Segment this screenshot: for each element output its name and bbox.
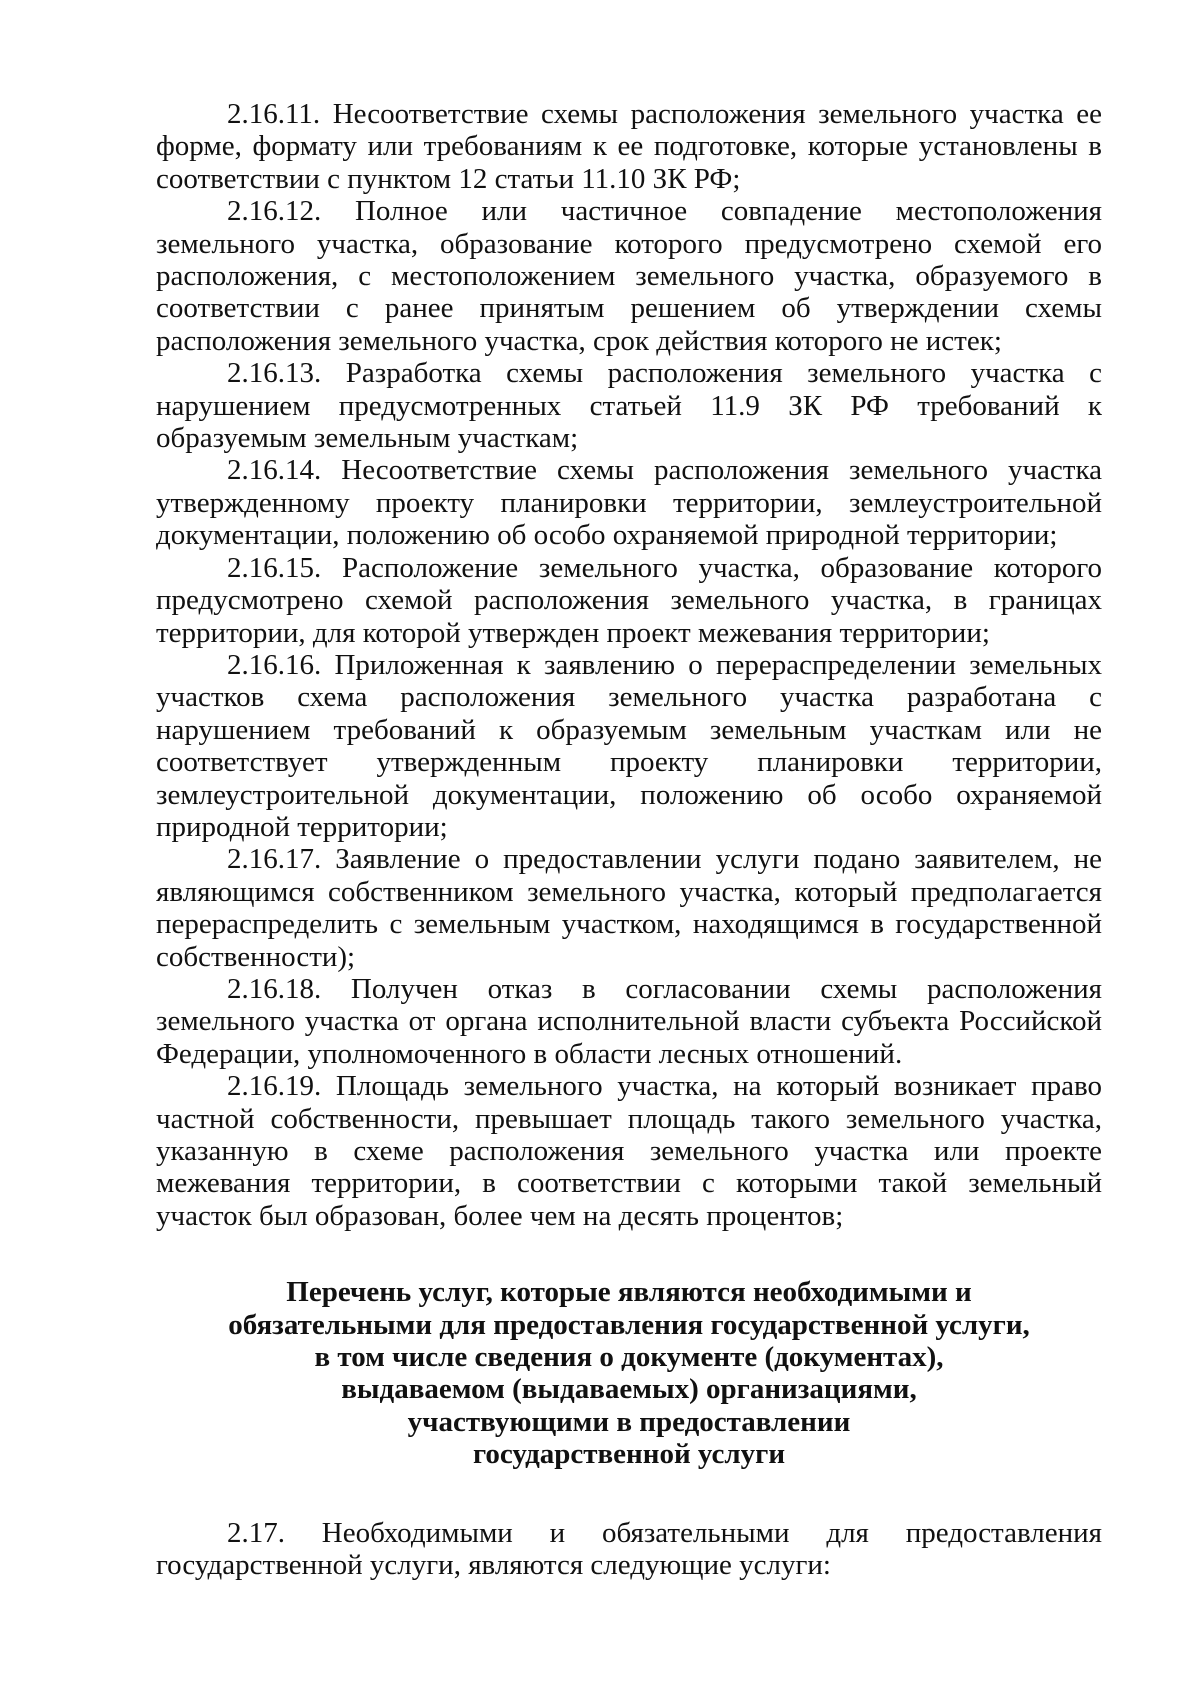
heading-line: выдаваемом (выдаваемых) организациями, [341, 1373, 917, 1406]
heading-line: Перечень услуг, которые являются необходимыми и [286, 1276, 972, 1309]
heading-line: государственной услуги [472, 1438, 786, 1471]
section-heading [156, 1276, 1102, 1470]
clause-2-16-16: 2.16.16. Приложенная к заявлению о перераспределении земельных участков схема расположения земельного участка разработана с нарушением требований к образуемым земельным участкам или не соответствует утвержденным проекту планировки территории, землеустроительной документации, положению об особо охраняемой природной территории; [156, 648, 1102, 843]
clause-2-16-11: 2.16.11. Несоответствие схемы расположения земельного участка ее форме, формату или требованиям к ее подготовке, которые установлены в соответствии с пунктом 12 статьи 11.10 ЗК РФ; [156, 98, 1102, 195]
clause-2-16-12: 2.16.12. Полное или частичное совпадение местоположения земельного участка, образование которого предусмотрено схемой его расположения, с местоположением земельного участка, образуемого в соответствии с ранее принятым решением об утверждении схемы расположения земельного участка, срок действия которого не истек; [156, 195, 1102, 357]
heading-line: в том числе сведения о документе (документах), [314, 1341, 944, 1374]
clause-2-16-18: 2.16.18. Получен отказ в согласовании схемы расположения земельного участка от органа исполнительной власти субъекта Российской Федерации, уполномоченного в области лесных отношений. [156, 972, 1102, 1070]
clause-2-17: 2.17. Необходимыми и обязательными для предоставления государственной услуги, являются следующие услуги: [156, 1516, 1102, 1582]
clause-2-16-14: 2.16.14. Несоответствие схемы расположения земельного участка утвержденному проекту планировки территории, землеустроительной документации, положению об особо охраняемой природной территории; [156, 454, 1102, 552]
clause-2-16-19: 2.16.19. Площадь земельного участка, на который возникает право частной собственности, превышает площадь такого земельного участка, указанную в схеме расположения земельного участка или проекте межевания территории, в соответствии с которыми такой земельный участок был образован, более чем на десять процентов; [156, 1070, 1102, 1232]
document-body [156, 98, 1102, 1581]
clause-2-16-15: 2.16.15. Расположение земельного участка, образование которого предусмотрено схемой расположения земельного участка, в границах территории, для которой утвержден проект межевания территории; [156, 551, 1102, 649]
clause-2-16-17: 2.16.17. Заявление о предоставлении услуги подано заявителем, не являющимся собственником земельного участка, который предполагается перераспределить с земельным участком, находящимся в государственной собственности); [156, 843, 1102, 973]
heading-line: обязательными для предоставления государственной услуги, [228, 1308, 1030, 1341]
clause-2-16-13: 2.16.13. Разработка схемы расположения земельного участка с нарушением предусмотренных статьей 11.9 ЗК РФ требований к образуемым земельным участкам; [156, 357, 1102, 455]
heading-line: участвующими в предоставлении [407, 1405, 851, 1438]
